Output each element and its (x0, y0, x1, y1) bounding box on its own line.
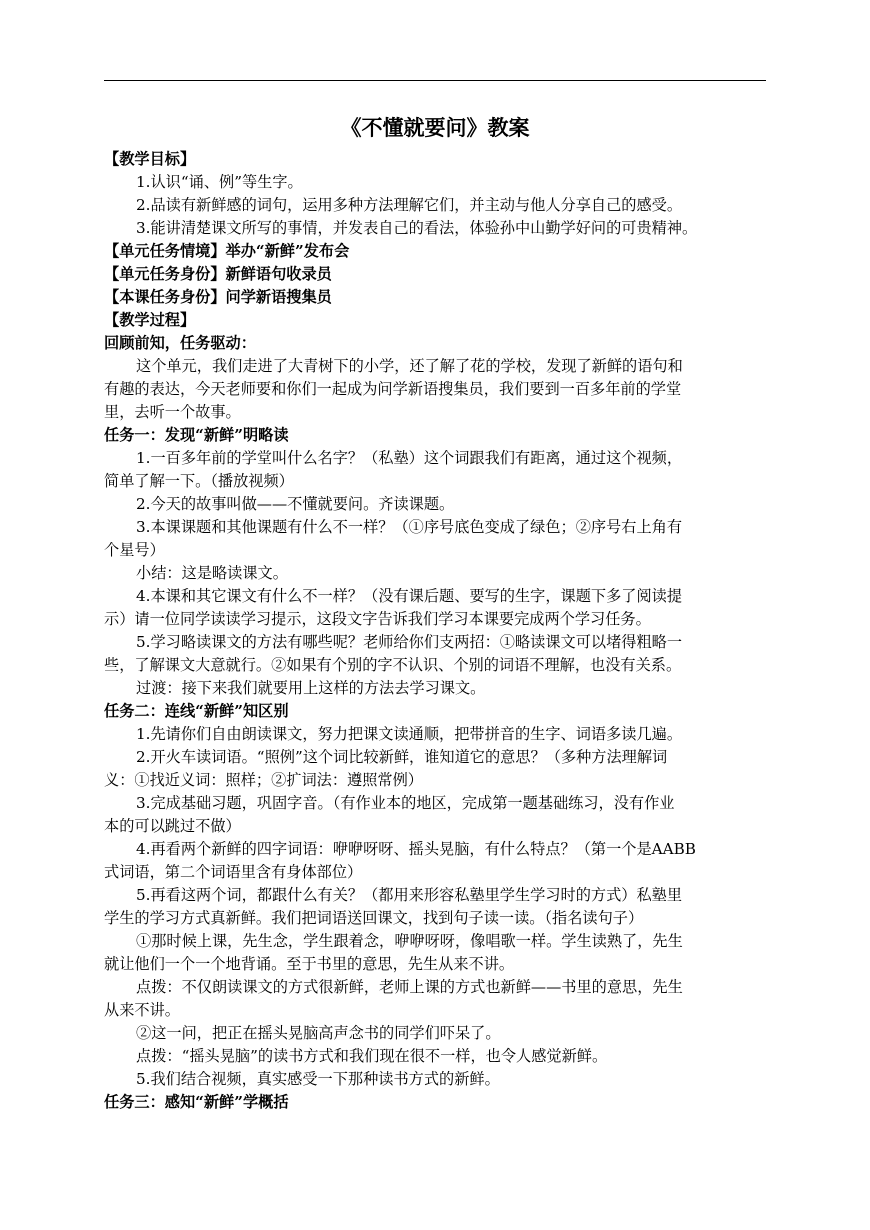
text-line: 点拨：“摇头晃脑”的读书方式和我们现在很不一样，也令人感觉新鲜。 (136, 1047, 608, 1065)
section-heading: 【本课任务身份】问学新语搜集员 (104, 288, 332, 306)
text-line: 从来不讲。 (104, 1001, 180, 1019)
text-line: 2.品读有新鲜感的词句，运用多种方法理解它们，并主动与他人分享自己的感受。 (136, 196, 683, 214)
section-heading: 任务二：连线“新鲜”知区别 (104, 702, 289, 720)
text-line: 1.认识“诵、例”等生字。 (136, 173, 303, 191)
section-heading: 【单元任务情境】举办“新鲜”发布会 (104, 242, 350, 260)
text-line: 2.今天的故事叫做——不懂就要问。齐读课题。 (136, 495, 455, 513)
text-line: 学生的学习方式真新鲜。我们把词语送回课文，找到句子读一读。（指名读句子） (104, 909, 644, 927)
section-heading: 【教学过程】 (104, 311, 196, 329)
text-line: 5.我们结合视频，真实感受一下那种读书方式的新鲜。 (136, 1070, 500, 1088)
document-body (104, 148, 768, 1114)
text-line: 5.再看这两个词，都跟什么有关？（都用来形容私塾里学生学习时的方式）私塾里 (136, 886, 683, 904)
text-line: 3.完成基础习题，巩固字音。（有作业本的地区，完成第一题基础练习，没有作业 (136, 794, 675, 812)
text-line: 些，了解课文大意就行。②如果有个别的字不认识、个别的词语不理解，也没有关系。 (104, 656, 682, 674)
text-line: 5.学习略读课文的方法有哪些呢？老师给你们支两招：①略读课文可以堵得粗略一 (136, 633, 683, 651)
text-line: 2.开火车读词语。“照例”这个词比较新鲜，谁知道它的意思？（多种方法理解词 (136, 748, 668, 766)
header-rule (104, 80, 766, 81)
text-line: 有趣的表达，今天老师要和你们一起成为问学新语搜集员，我们要到一百多年前的学堂 (104, 380, 682, 398)
section-heading: 【教学目标】 (104, 150, 196, 168)
text-line: 过渡：接下来我们就要用上这样的方法去学习课文。 (136, 679, 486, 697)
text-line: 本的可以跳过不做） (104, 817, 241, 835)
text-line: 简单了解一下。（播放视频） (104, 472, 294, 490)
text-line: 里，去听一个故事。 (104, 403, 241, 421)
text-line: 这个单元，我们走进了大青树下的小学，还了解了花的学校，发现了新鲜的语句和 (136, 357, 683, 375)
text-line: ①那时候上课，先生念，学生跟着念，咿咿呀呀，像唱歌一样。学生读熟了，先生 (136, 932, 683, 950)
section-heading: 回顾前知，任务驱动： (104, 334, 256, 352)
text-line: 3.能讲清楚课文所写的事情，并发表自己的看法，体验孙中山勤学好问的可贵精神。 (136, 219, 698, 237)
section-heading: 任务一：发现“新鲜”明略读 (104, 426, 289, 444)
text-line: 义：①找近义词：照样；②扩词法：遵照常例） (104, 771, 423, 789)
text-line: 个星号） (104, 541, 165, 559)
text-line: 4.本课和其它课文有什么不一样？（没有课后题、要写的生字，课题下多了阅读提 (136, 587, 683, 605)
document-title: 《不懂就要问》教案 (340, 115, 530, 140)
text-line: 1.一百多年前的学堂叫什么名字？（私塾）这个词跟我们有距离，通过这个视频， (136, 449, 683, 467)
section-heading: 任务三：感知“新鲜”学概括 (104, 1093, 289, 1111)
text-line: 小结：这是略读课文。 (136, 564, 288, 582)
section-heading: 【单元任务身份】新鲜语句收录员 (104, 265, 332, 283)
text-line: 式词语，第二个词语里含有身体部位） (104, 863, 363, 881)
text-line: 示）请一位同学读读学习提示，这段文字告诉我们学习本课要完成两个学习任务。 (104, 610, 651, 628)
text-line: 就让他们一个一个地背诵。至于书里的意思，先生从来不讲。 (104, 955, 515, 973)
text-line: 3.本课课题和其他课题有什么不一样？（①序号底色变成了绿色；②序号右上角有 (136, 518, 683, 536)
text-line: ②这一问，把正在摇头晃脑高声念书的同学们吓呆了。 (136, 1024, 501, 1042)
text-line: 1.先请你们自由朗读课文，努力把课文读通顺，把带拼音的生字、词语多读几遍。 (136, 725, 683, 743)
text-line: 4.再看两个新鲜的四字词语：咿咿呀呀、摇头晃脑，有什么特点？（第一个是AABB (136, 840, 696, 858)
text-line: 点拨：不仅朗读课文的方式很新鲜，老师上课的方式也新鲜——书里的意思，先生 (136, 978, 683, 996)
